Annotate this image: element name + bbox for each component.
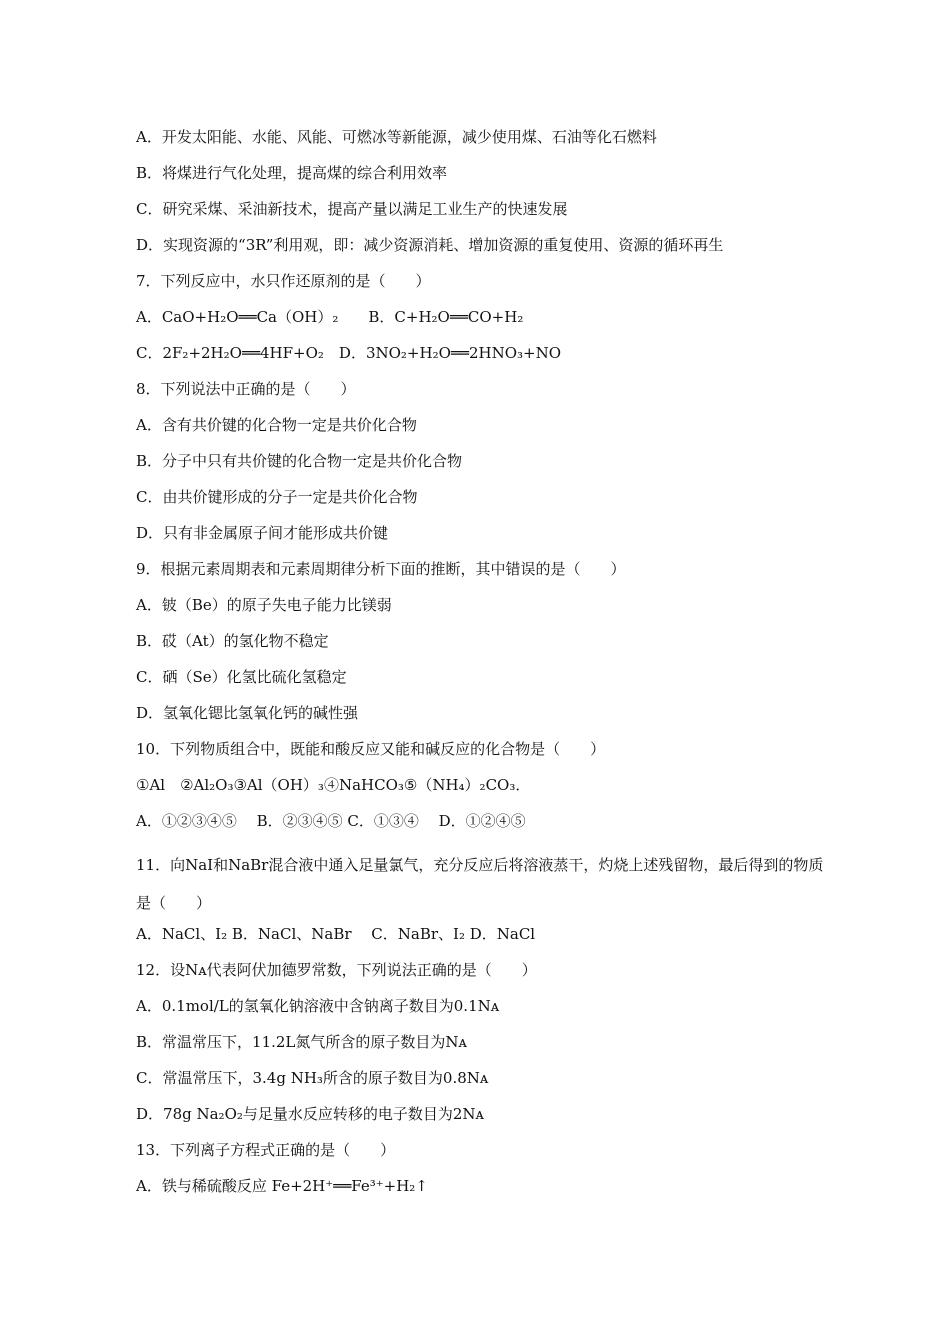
q9-option-c: C．硒（Se）化氢比硫化氢稳定	[136, 668, 347, 686]
q7-options-ab: A．CaO+H₂O══Ca（OH）₂ B．C+H₂O══CO+H₂	[136, 308, 524, 326]
option-b-line: B．将煤进行气化处理，提高煤的综合利用效率	[136, 164, 448, 182]
q8-option-c: C．由共价键形成的分子一定是共价化合物	[136, 488, 418, 506]
q7-options-cd: C．2F₂+2H₂O══4HF+O₂ D．3NO₂+H₂O══2HNO₃+NO	[136, 344, 561, 362]
q10-options: A．①②③④⑤ B．②③④⑤ C．①③④ D．①②④⑤	[136, 812, 526, 830]
q9-option-d: D．氢氧化锶比氢氧化钙的碱性强	[136, 704, 359, 722]
q12-option-a: A．0.1mol/L的氢氧化钠溶液中含钠离子数目为0.1Nᴀ	[136, 997, 500, 1015]
q11-options: A．NaCl、I₂ B．NaCl、NaBr C．NaBr、I₂ D．NaCl	[136, 925, 536, 943]
q8-option-a: A．含有共价键的化合物一定是共价化合物	[136, 416, 417, 434]
q9-option-b: B．砹（At）的氢化物不稳定	[136, 632, 329, 650]
q10-substances: ①Al ②Al₂O₃③Al（OH）₃④NaHCO₃⑤（NH₄）₂CO₃．	[136, 776, 531, 794]
question-10: 10．下列物质组合中，既能和酸反应又能和碱反应的化合物是（ ）	[136, 740, 606, 758]
q13-option-a: A．铁与稀硫酸反应 Fe+2H⁺══Fe³⁺+H₂↑	[136, 1177, 428, 1195]
question-7: 7．下列反应中，水只作还原剂的是（ ）	[136, 272, 431, 290]
question-11: 11．向NaI和NaBr混合液中通入足量氯气，充分反应后将溶液蒸干，灼烧上述残留物，最后得到的物质是（ ）	[136, 856, 824, 912]
question-9: 9．根据元素周期表和元素周期律分析下面的推断，其中错误的是（ ）	[136, 560, 626, 578]
q12-option-b: B．常温常压下，11.2L氮气所含的原子数目为Nᴀ	[136, 1033, 467, 1051]
option-a-line: A．开发太阳能、水能、风能、可燃冰等新能源，减少使用煤、石油等化石燃料	[136, 128, 657, 146]
q8-option-d: D．只有非金属原子间才能形成共价键	[136, 524, 389, 542]
question-13: 13．下列离子方程式正确的是（ ）	[136, 1141, 396, 1159]
question-12: 12．设Nᴀ代表阿伏加德罗常数，下列说法正确的是（ ）	[136, 961, 537, 979]
q9-option-a: A．铍（Be）的原子失电子能力比镁弱	[136, 596, 392, 614]
option-d-line: D．实现资源的“3R”利用观，即：减少资源消耗、增加资源的重复使用、资源的循环再生	[136, 236, 724, 254]
question-8: 8．下列说法中正确的是（ ）	[136, 380, 356, 398]
q8-option-b: B．分子中只有共价键的化合物一定是共价化合物	[136, 452, 463, 470]
q12-option-d: D．78g Na₂O₂与足量水反应转移的电子数目为2Nᴀ	[136, 1105, 485, 1123]
q12-option-c: C．常温常压下，3.4g NH₃所含的原子数目为0.8Nᴀ	[136, 1069, 489, 1087]
option-c-line: C．研究采煤、采油新技术，提高产量以满足工业生产的快速发展	[136, 200, 568, 218]
